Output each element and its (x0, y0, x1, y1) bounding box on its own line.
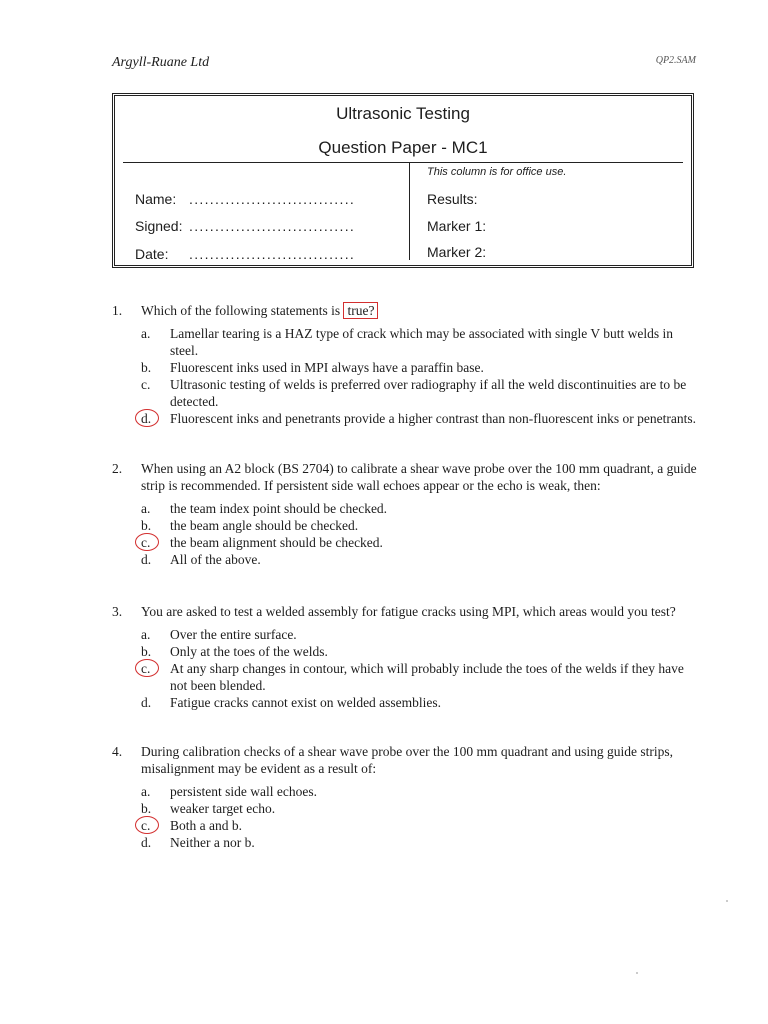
option-letter: d. (141, 695, 152, 710)
option-letter: a. (141, 784, 151, 799)
column-divider (409, 162, 410, 260)
option-a[interactable] (141, 500, 702, 517)
option-a[interactable] (141, 783, 702, 800)
question-stem (141, 302, 702, 319)
paper-title: Ultrasonic Testing (336, 104, 470, 123)
company-name: Argyll-Ruane Ltd (112, 55, 210, 70)
question-number: 1. (112, 303, 123, 318)
highlighted-word: true? (343, 302, 378, 319)
marker-1-label: Marker 1: (427, 218, 487, 234)
option-letter-circled: c. (141, 817, 163, 834)
marker-2-label: Marker 2: (427, 244, 487, 260)
header-box (112, 93, 694, 268)
option-text: Fluorescent inks and penetrants provide a higher contrast than non-fluorescent inks or penetrants. (170, 411, 696, 426)
option-text: Fluorescent inks used in MPI always have a paraffin base. (170, 360, 484, 375)
date-dots: ................................ (189, 246, 356, 262)
option-c-selected[interactable] (141, 660, 702, 694)
option-letter: d. (141, 552, 152, 567)
option-d[interactable] (141, 551, 702, 568)
option-a[interactable] (141, 626, 702, 643)
results-label: Results: (427, 191, 478, 207)
option-d-selected[interactable] (141, 410, 702, 427)
option-b[interactable] (141, 517, 702, 534)
name-field[interactable] (135, 191, 405, 207)
option-text: All of the above. (170, 552, 261, 567)
signed-label: Signed: (135, 218, 183, 234)
scan-speck (636, 972, 638, 974)
question-stem: During calibration checks of a shear wave probe over the 100 mm quadrant and using guide strips, misalignment may be evident as a result of: (141, 744, 673, 776)
signed-field[interactable] (135, 218, 405, 234)
header-divider (123, 162, 683, 163)
option-b[interactable] (141, 359, 702, 376)
name-label: Name: (135, 191, 177, 207)
option-letter: b. (141, 801, 152, 816)
option-c-selected[interactable] (141, 534, 702, 551)
options-list (141, 626, 702, 711)
option-letter-circled: d. (141, 410, 163, 427)
question-stem-text: Which of the following statements is (141, 303, 341, 318)
question-number: 3. (112, 604, 123, 619)
question-4 (112, 743, 702, 851)
option-text: Fatigue cracks cannot exist on welded assemblies. (170, 695, 442, 710)
option-text: Lamellar tearing is a HAZ type of crack which may be associated with single V butt welds in steel. (170, 326, 673, 358)
question-number: 2. (112, 461, 123, 476)
option-text: At any sharp changes in contour, which will probably include the toes of the welds if they have not been blended. (170, 661, 684, 693)
option-text: Neither a nor b. (170, 835, 255, 850)
option-text: Over the entire surface. (170, 627, 297, 642)
option-letter: c. (141, 377, 151, 392)
option-d[interactable] (141, 694, 702, 711)
option-text: weaker target echo. (170, 801, 276, 816)
question-stem: When using an A2 block (BS 2704) to calibrate a shear wave probe over the 100 mm quadrant, a guide strip is recommended. If persistent side wall echoes appear or the echo is weak, then: (141, 461, 697, 493)
options-list (141, 500, 702, 568)
date-field[interactable] (135, 246, 405, 262)
question-2 (112, 460, 702, 568)
options-list (141, 783, 702, 851)
option-a[interactable] (141, 325, 702, 359)
option-c-selected[interactable] (141, 817, 702, 834)
signed-dots: ................................ (189, 218, 356, 234)
option-text: Both a and b. (170, 818, 242, 833)
option-d[interactable] (141, 834, 702, 851)
option-letter: a. (141, 501, 151, 516)
option-letter: a. (141, 627, 151, 642)
option-b[interactable] (141, 800, 702, 817)
option-letter-circled: c. (141, 534, 163, 551)
option-text: the team index point should be checked. (170, 501, 388, 516)
option-letter: b. (141, 644, 152, 659)
option-c[interactable] (141, 376, 702, 410)
question-3 (112, 603, 702, 711)
option-b[interactable] (141, 643, 702, 660)
option-text: the beam angle should be checked. (170, 518, 359, 533)
question-stem: You are asked to test a welded assembly for fatigue cracks using MPI, which areas would you test? (141, 604, 676, 619)
paper-subtitle: Question Paper - MC1 (318, 138, 488, 157)
office-use-note: This column is for office use. (427, 166, 567, 178)
option-text: Only at the toes of the welds. (170, 644, 328, 659)
date-label: Date: (135, 246, 169, 262)
options-list (141, 325, 702, 427)
option-text: persistent side wall echoes. (170, 784, 317, 799)
option-letter-circled: c. (141, 660, 163, 677)
question-number: 4. (112, 744, 123, 759)
question-1 (112, 302, 702, 427)
option-text: the beam alignment should be checked. (170, 535, 383, 550)
document-reference: QP2.SAM (655, 55, 696, 66)
scan-speck (726, 900, 728, 902)
option-letter: b. (141, 518, 152, 533)
option-text: Ultrasonic testing of welds is preferred over radiography if all the weld discontinuities are to be detected. (170, 377, 687, 409)
name-dots: ................................ (189, 191, 356, 207)
option-letter: b. (141, 360, 152, 375)
option-letter: a. (141, 326, 151, 341)
option-letter: d. (141, 835, 152, 850)
